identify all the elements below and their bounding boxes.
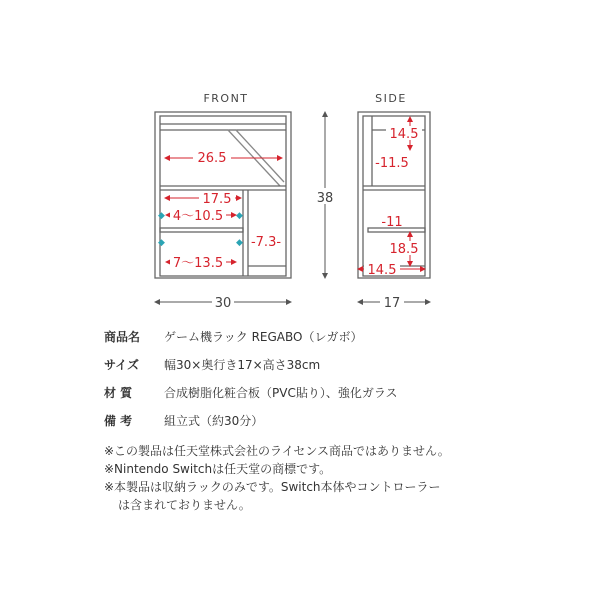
dim-top-height: -11.5 xyxy=(375,156,409,171)
dim-upper-left-width: 17.5 xyxy=(202,192,232,207)
teal-marker: ◆ xyxy=(158,238,165,248)
spec-value: 幅30×奥行き17×高さ38cm xyxy=(164,358,321,372)
side-label: SIDE xyxy=(375,92,407,105)
total-depth-dim xyxy=(358,294,430,311)
dim-lower-left-height: 7〜13.5 xyxy=(172,256,224,271)
teal-marker: ◆ xyxy=(236,238,243,248)
spec-key: サイズ xyxy=(104,358,140,372)
note-line: ※本製品は収納ラックのみです。Switch本体やコントローラー xyxy=(104,480,441,494)
side-dimensions xyxy=(358,117,425,278)
front-label: FRONT xyxy=(203,92,249,105)
dim-inner-width: 26.5 xyxy=(197,151,227,166)
dim-upper-left-height: 4〜10.5 xyxy=(172,209,224,224)
dim-total-width: 30 xyxy=(214,296,232,311)
total-width-dim xyxy=(155,294,291,311)
note-line: は含まれておりません。 xyxy=(118,498,251,512)
total-height-dim xyxy=(314,112,336,278)
dim-total-height: 38 xyxy=(316,191,334,206)
spec-value: ゲーム機ラック REGABO（レガボ） xyxy=(164,330,363,344)
spec-key: 備 考 xyxy=(104,414,133,428)
dim-top-depth: 14.5 xyxy=(389,127,419,142)
teal-marker: ◆ xyxy=(158,211,165,221)
dim-middle-depth: -11 xyxy=(381,215,403,230)
note-line: ※この製品は任天堂株式会社のライセンス商品ではありません。 xyxy=(104,444,450,458)
dim-right-height: -7.3- xyxy=(250,235,282,250)
dim-lower-height: 18.5 xyxy=(389,242,419,257)
note-line: ※Nintendo Switchは任天堂の商標です。 xyxy=(104,462,332,476)
spec-key: 材 質 xyxy=(104,386,133,400)
dim-bottom-depth: 14.5 xyxy=(367,263,397,278)
spec-value: 組立式（約30分） xyxy=(164,414,264,428)
spec-value: 合成樹脂化粧合板（PVC貼り）、強化ガラス xyxy=(164,386,398,400)
dim-total-depth: 17 xyxy=(383,296,401,311)
spec-key: 商品名 xyxy=(104,330,141,344)
teal-marker: ◆ xyxy=(236,211,243,221)
